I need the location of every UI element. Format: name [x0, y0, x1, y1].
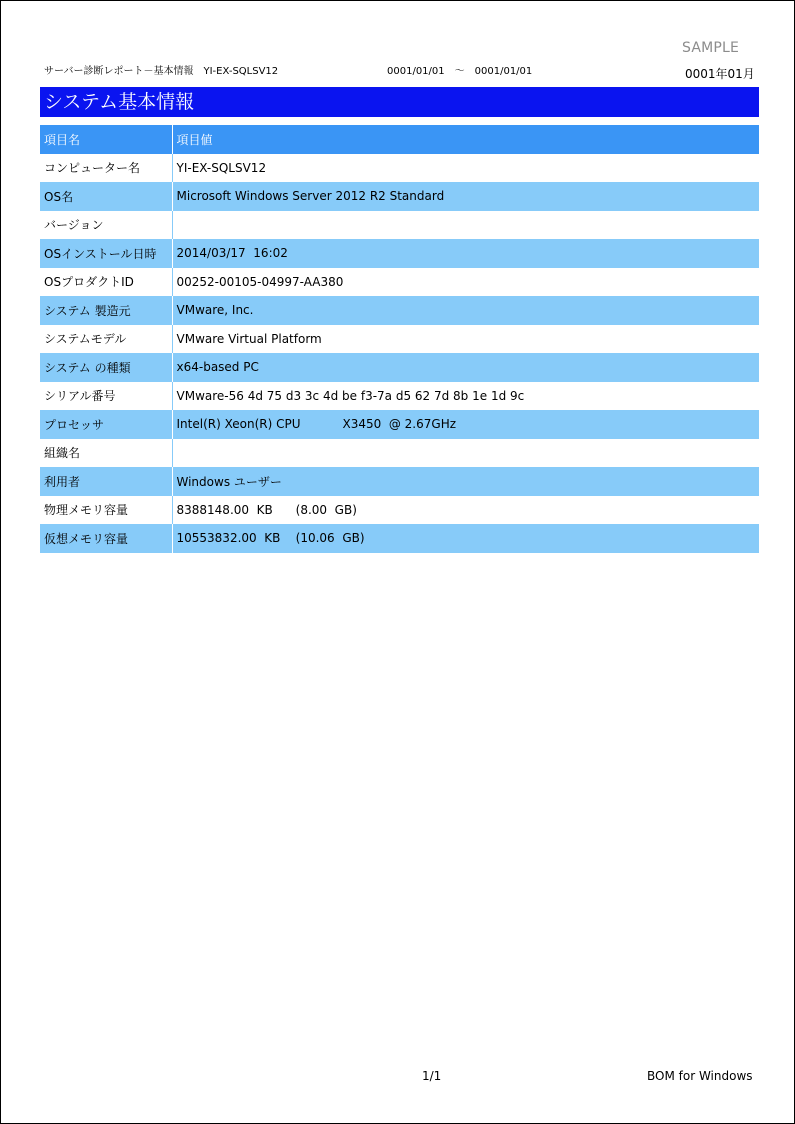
- row-label: OSプロダクトID: [40, 268, 172, 297]
- table-row: [40, 382, 759, 411]
- row-value: 2014/03/17 16:02: [172, 239, 759, 268]
- row-value: VMware, Inc.: [172, 296, 759, 325]
- table-header-row: [40, 125, 759, 154]
- row-label: コンピューター名: [40, 154, 172, 183]
- row-value: [172, 439, 759, 468]
- row-value: 10553832.00 KB (10.06 GB): [172, 524, 759, 553]
- row-label: 物理メモリ容量: [40, 496, 172, 525]
- row-label: システム の種類: [40, 353, 172, 382]
- row-label: OS名: [40, 182, 172, 211]
- footer-brand: BOM for Windows: [647, 1069, 753, 1083]
- row-value: x64-based PC: [172, 353, 759, 382]
- table-row: [40, 524, 759, 553]
- row-value: VMware Virtual Platform: [172, 325, 759, 354]
- row-label: 利用者: [40, 467, 172, 496]
- row-label: システムモデル: [40, 325, 172, 354]
- row-value: Microsoft Windows Server 2012 R2 Standard: [172, 182, 759, 211]
- section-title: システム基本情報: [40, 87, 759, 117]
- row-value: [172, 211, 759, 240]
- row-value: YI-EX-SQLSV12: [172, 154, 759, 183]
- date-range: 0001/01/01 ～ 0001/01/01: [387, 66, 533, 77]
- table-row: [40, 467, 759, 496]
- column-header-value: 項目値: [172, 125, 759, 154]
- row-value: Windows ユーザー: [172, 467, 759, 496]
- row-label: バージョン: [40, 211, 172, 240]
- row-label: 組織名: [40, 439, 172, 468]
- row-value: 00252-00105-04997-AA380: [172, 268, 759, 297]
- row-value: Intel(R) Xeon(R) CPU X3450 @ 2.67GHz: [172, 410, 759, 439]
- column-header-name: 項目名: [40, 125, 172, 154]
- table-row: [40, 410, 759, 439]
- report-title: サーバー診断レポート－基本情報 YI-EX-SQLSV12: [44, 66, 279, 77]
- table-row: [40, 296, 759, 325]
- row-label: シリアル番号: [40, 382, 172, 411]
- table-row: [40, 268, 759, 297]
- report-period: 0001年01月: [685, 67, 755, 81]
- table-row: [40, 154, 759, 183]
- row-label: プロセッサ: [40, 410, 172, 439]
- page-number: 1/1: [422, 1069, 442, 1083]
- table-row: [40, 182, 759, 211]
- table-row: [40, 496, 759, 525]
- system-info-table: [40, 125, 759, 553]
- row-label: OSインストール日時: [40, 239, 172, 268]
- row-value: 8388148.00 KB (8.00 GB): [172, 496, 759, 525]
- row-value: VMware-56 4d 75 d3 3c 4d be f3-7a d5 62 7d 8b 1e 1d 9c: [172, 382, 759, 411]
- table-row: [40, 439, 759, 468]
- table-row: [40, 353, 759, 382]
- sample-label: SAMPLE: [682, 40, 740, 56]
- table-row: [40, 239, 759, 268]
- row-label: システム 製造元: [40, 296, 172, 325]
- table-row: [40, 211, 759, 240]
- table-row: [40, 325, 759, 354]
- row-label: 仮想メモリ容量: [40, 524, 172, 553]
